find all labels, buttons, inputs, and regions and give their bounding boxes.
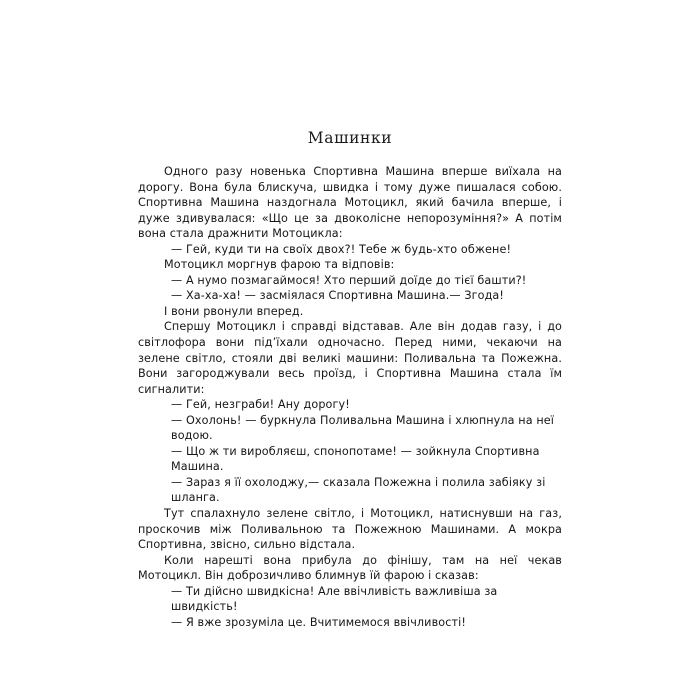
story-body <box>138 164 562 630</box>
dialogue-line: — Що ж ти виробляєш, спонопотаме! — зойкнула Спортивна Машина. <box>171 444 540 474</box>
dialogue-line: — Ти дійсно швидкісна! Але ввічливість важливіша за швидкість! <box>171 584 498 614</box>
story-paragraph: Спершу Мотоцикл і справді відставав. Але він додав газу, і до світлофора вони під’їхали одночасно. Перед ними, чекаючи на зелене світло, стояли дві великі машини: Поливальна та Пожежна. Вони загороджували весь проїзд, і Спортивна Машина стала їм сигналити: <box>138 320 562 396</box>
dialogue-line: — Гей, незграби! Ану дорогу! <box>171 398 350 412</box>
story-paragraph: Одного разу новенька Спортивна Машина вперше виїхала на дорогу. Вона була блискуча, швидка і тому дуже пишалася собою. Спортивна Машина наздогнала Мотоцикл, який бачила вперше, і дуже здивувалася: «Що це за двоколісне непорозуміння?» А потім вона стала дражнити Мотоцикла: <box>138 165 562 241</box>
dialogue-line: — Гей, куди ти на своїх двох?! Тебе ж будь-хто обжене! <box>171 242 512 256</box>
story-paragraph: Тут спалахнуло зелене світло, і Мотоцикл, натиснувши на газ, проскочив між Поливальною та Пожежною Машинами. А мокра Спортивна, звісно, сильно відстала. <box>138 507 562 552</box>
story-paragraph: Коли нарешті вона прибула до фінішу, там на неї чекав Мотоцикл. Він доброзичливо блимнув їй фарою і сказав: <box>138 553 562 583</box>
dialogue-line: — Охолонь! — буркнула Поливальна Машина і хлюпнула на неї водою. <box>171 413 555 443</box>
dialogue-line: — Ха-ха-ха! — засміялася Спортивна Машина.— Згода! <box>171 289 504 303</box>
dialogue-line: — А нумо позмагаймося! Хто перший доїде до тієї башти?! <box>171 273 527 287</box>
page-title: Машинки <box>307 129 393 147</box>
dialogue-line: — Зараз я її охолоджу,— сказала Пожежна і полила забіяку зі шланга. <box>171 475 546 505</box>
dialogue-line: — Я вже зрозуміла це. Вчитимемося ввічливості! <box>171 615 466 629</box>
story-paragraph: І вони рвонули вперед. <box>164 304 304 318</box>
story-paragraph: Мотоцикл моргнув фарою та відповів: <box>164 258 395 272</box>
